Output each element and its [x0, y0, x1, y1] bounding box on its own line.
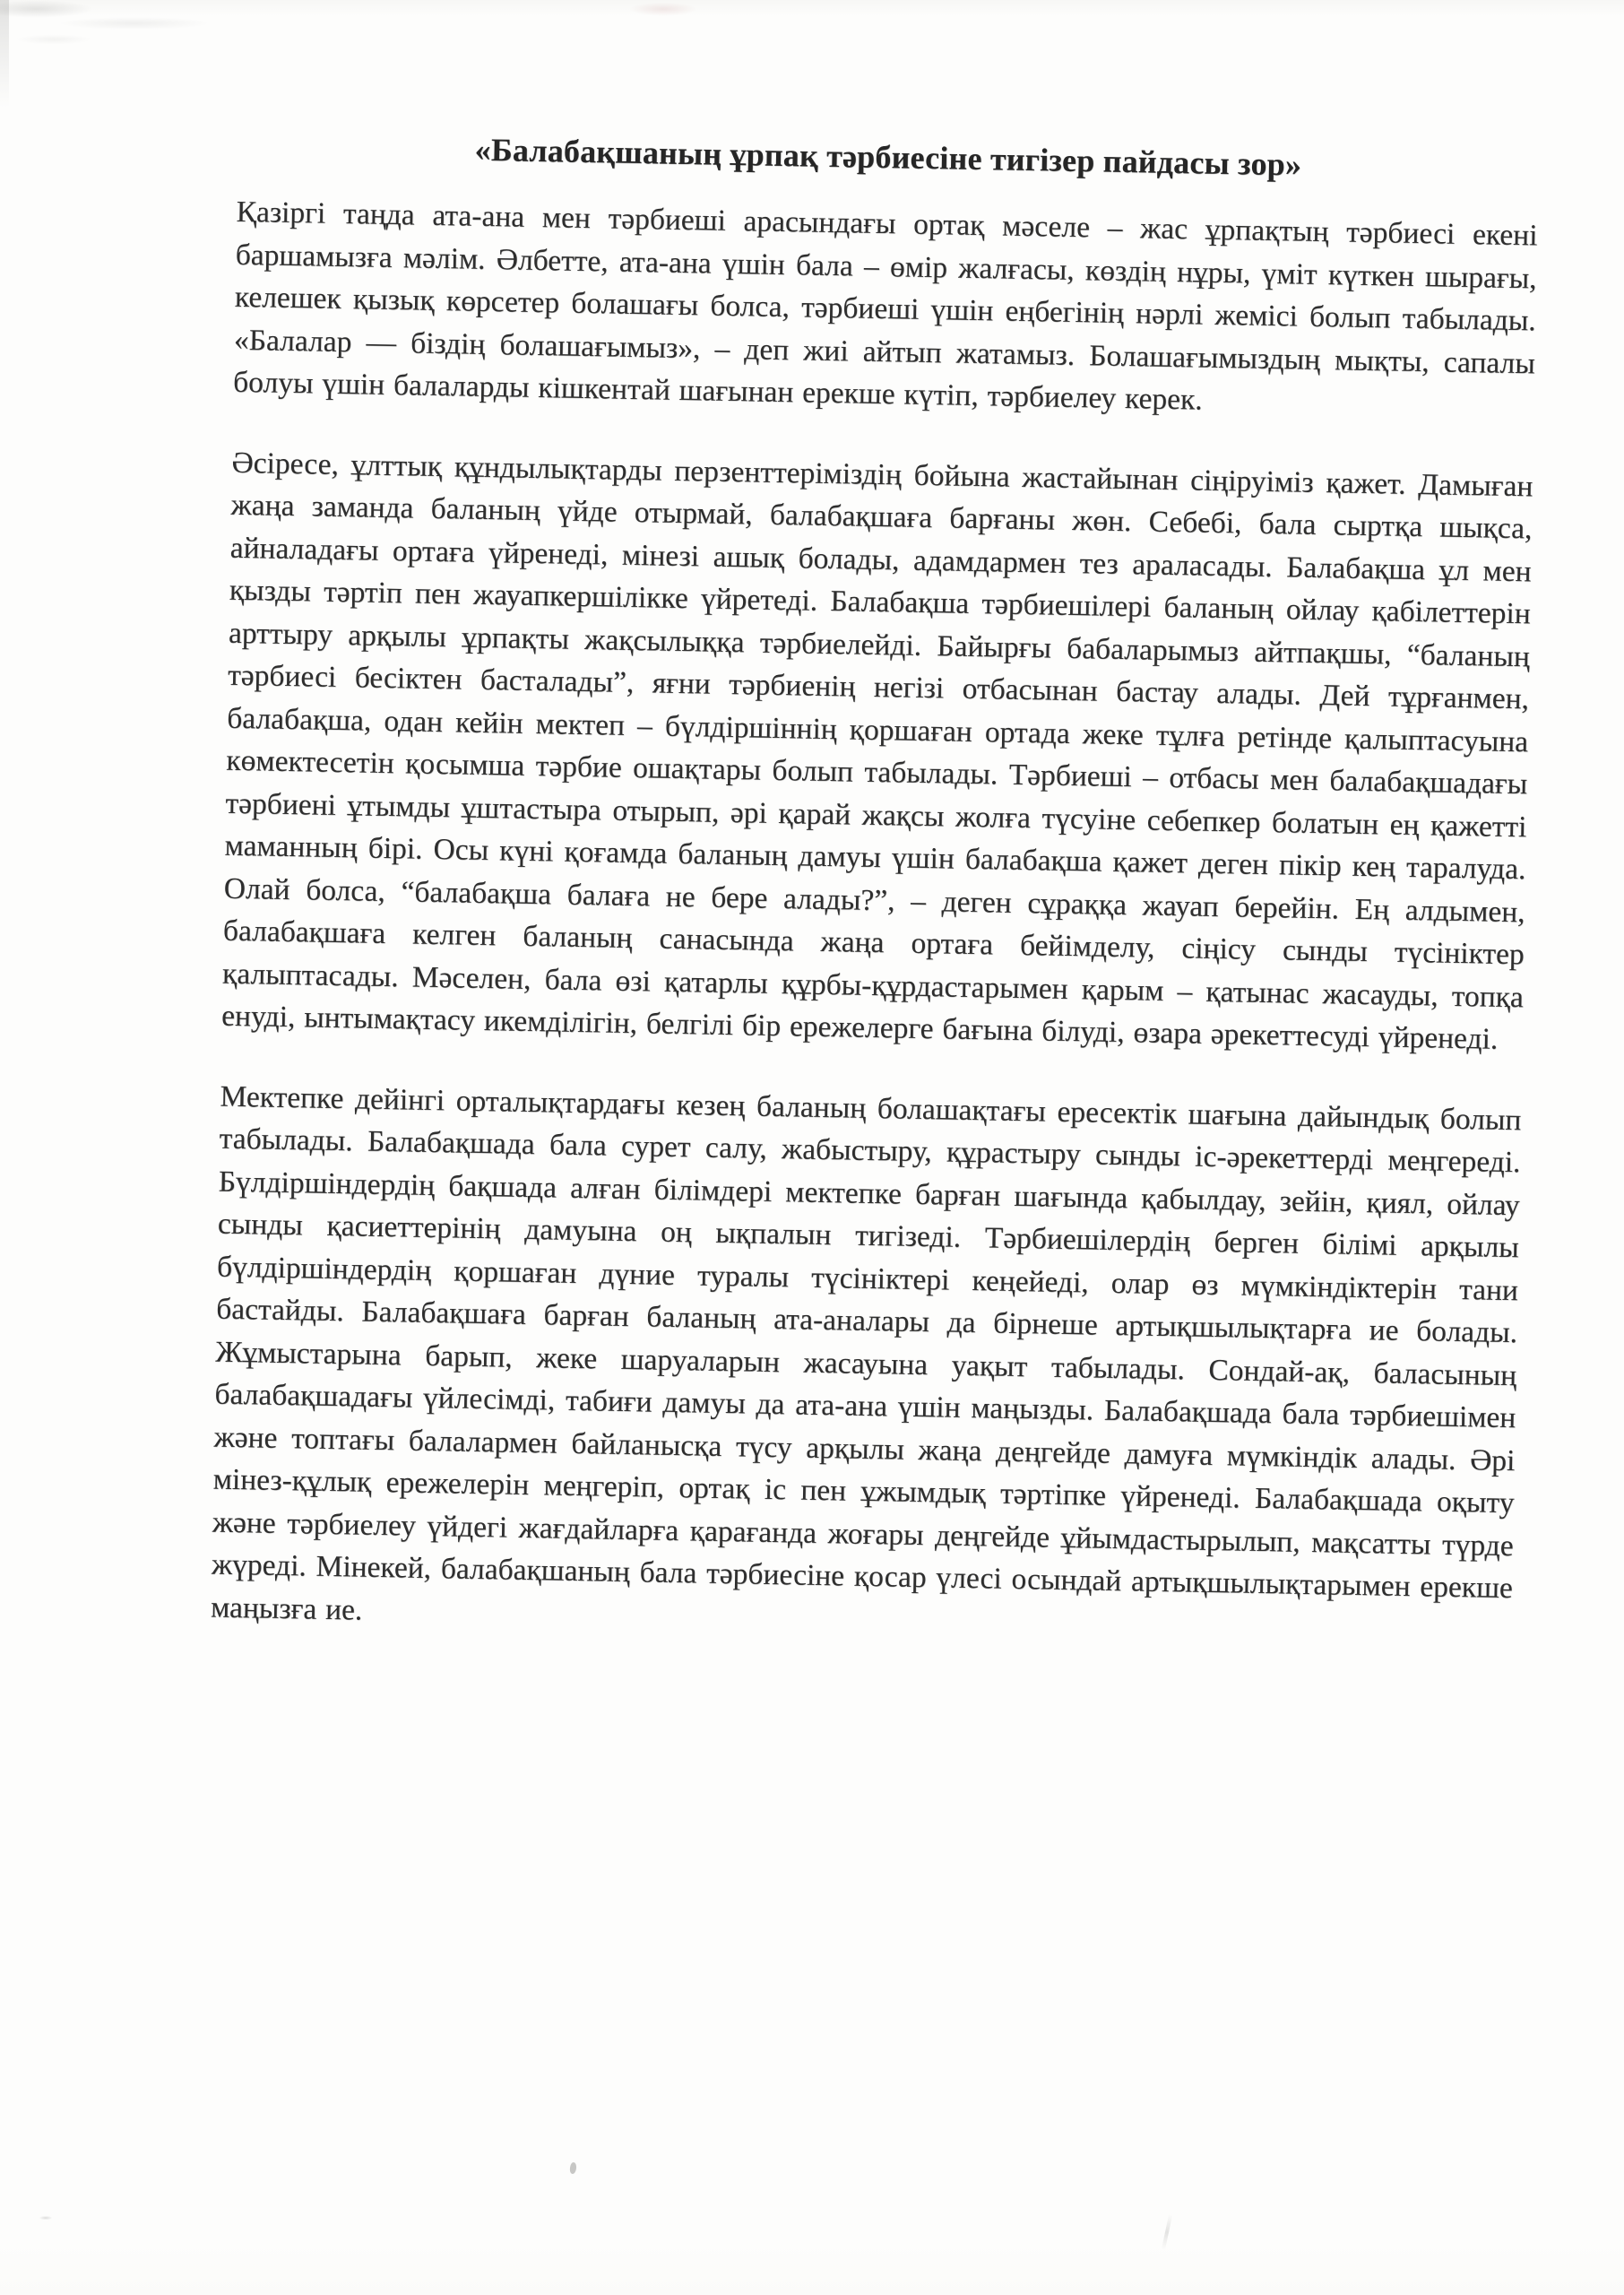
- paragraph-values: Әсіресе, ұлттық құндылықтарды перзенттеріміздің бойына жастайынан сіңіруіміз қажет. Дамыған жаңа заманда баланың үйде отырмай, балабақшаға барғаны жөн. Себебі, бала сыртқа шықса, айналадағы ортаға үйренеді, мінезі ашық болады, адамдармен тез араласады. Балабақша ұл мен қызды тәртіп пен жауапкершілікке үйретеді. Балабақша тәрбиешілері баланың ойлау қабілеттерін арттыру арқылы ұрпақты жақсылыққа тәрбиелейді. Байырғы бабаларымыз айтпақшы, “баланың тәрбиесі бесіктен басталады”, яғни тәрбиенің негізі отбасынан бастау алады. Дей тұрғанмен, балабақша, одан кейін мектеп – бүлдіршіннің қоршаған ортада жеке тұлға ретінде қалыптасуына көмектесетін қосымша тәрбие ошақтары болып табылады. Тәрбиеші – отбасы мен балабақшадағы тәрбиені ұтымды ұштастыра отырып, әрі қарай жақсы жолға түсуіне себепкер болатын ең қажетті маманның бірі. Осы күні қоғамда баланың дамуы үшін балабақша қажет деген пікір кең таралуда. Олай болса, “балабақша балаға не бере алады?”, – деген сұраққа жауап берейін. Ең алдымен, балабақшаға келген баланың санасында жаңа ортаға бейімделу, сіңісу сынды түсініктер қалыптасады. Мәселен, бала өзі қатарлы құрбы-құрдастарымен қарым – қатынас жасауды, топқа енуді, ынтымақтасу икемділігін, белгілі бір ережелерге бағына білуді, өзара әрекеттесуді үйренеді.: [220, 446, 1533, 1056]
- scan-smudge-top-middle: [609, 0, 717, 30]
- scan-smudge-top-left: [0, 0, 251, 63]
- document-content: [211, 123, 1540, 1652]
- scan-streak-bottom-right: [1162, 2214, 1172, 2250]
- scan-speck-bottom-left: [36, 2214, 56, 2221]
- paragraph-intro: Қазіргі таңда ата-ана мен тәрбиеші арасындағы ортақ мәселе – жас ұрпақтың тәрбиесі екені баршамызға мәлім. Әлбетте, ата-ана үшін бала – өмір жалғасы, көздің нұры, үміт күткен шырағы, келешек қызық көрсетер болашағы болса, тәрбиеші үшін еңбегінің нәрлі жемісі болып табылады. «Балалар — біздің болашағымыз», – деп жиі айтып жатамыз. Болашағымыздың мықты, сапалы болуы үшін балаларды кішкентай шағынан ерекше күтіп, тәрбиелеу керек.: [232, 195, 1538, 417]
- document-title: «Балабақшаның ұрпақ тәрбиесіне тигізер пайдасы зор»: [474, 131, 1302, 183]
- scan-speck-bottom: [569, 2162, 577, 2175]
- paragraph-preschool-benefits: Мектепке дейінгі орталықтардағы кезең баланың болашақтағы ересектік шағына дайындық болып табылады. Балабақшада бала сурет салу, жабыстыру, құрастыру сынды іс-әрекеттерді меңгереді. Бүлдіршіндердің бақшада алған білімдері мектепке барған шағында қабылдау, зейін, қиял, ойлау сынды қасиеттерінің дамуына оң ықпалын тигізеді. Тәрбиешілердің берген білімі арқылы бүлдіршіндердің қоршаған дүние туралы түсініктері кеңейеді, олар өз мүмкіндіктерін тани бастайды. Балабақшаға барған баланың ата-аналары да бірнеше артықшылықтарға ие болады. Жұмыстарына барып, жеке шаруаларын жасауына уақыт табылады. Сондай-ақ, баласының балабақшадағы үйлесімді, табиғи дамуы да ата-ана үшін маңызды. Балабақшада бала тәрбиешімен және топтағы балалармен байланысқа түсу арқылы жаңа деңгейде дамуға мүмкіндік алады. Әрі мінез-құлық ережелерін меңгеріп, ортақ іс пен ұжымдық тәртіпке үйренеді. Балабақшада оқыту және тәрбиелеу үйдегі жағдайларға қарағанда жоғары деңгейде ұйымдастырылып, мақсатты түрде жүреді. Мінекей, балабақшаның бала тәрбиесіне қосар үлесі осындай артықшылықтарымен ерекше маңызға ие.: [210, 1079, 1522, 1627]
- scan-edge-shadow: [0, 0, 9, 108]
